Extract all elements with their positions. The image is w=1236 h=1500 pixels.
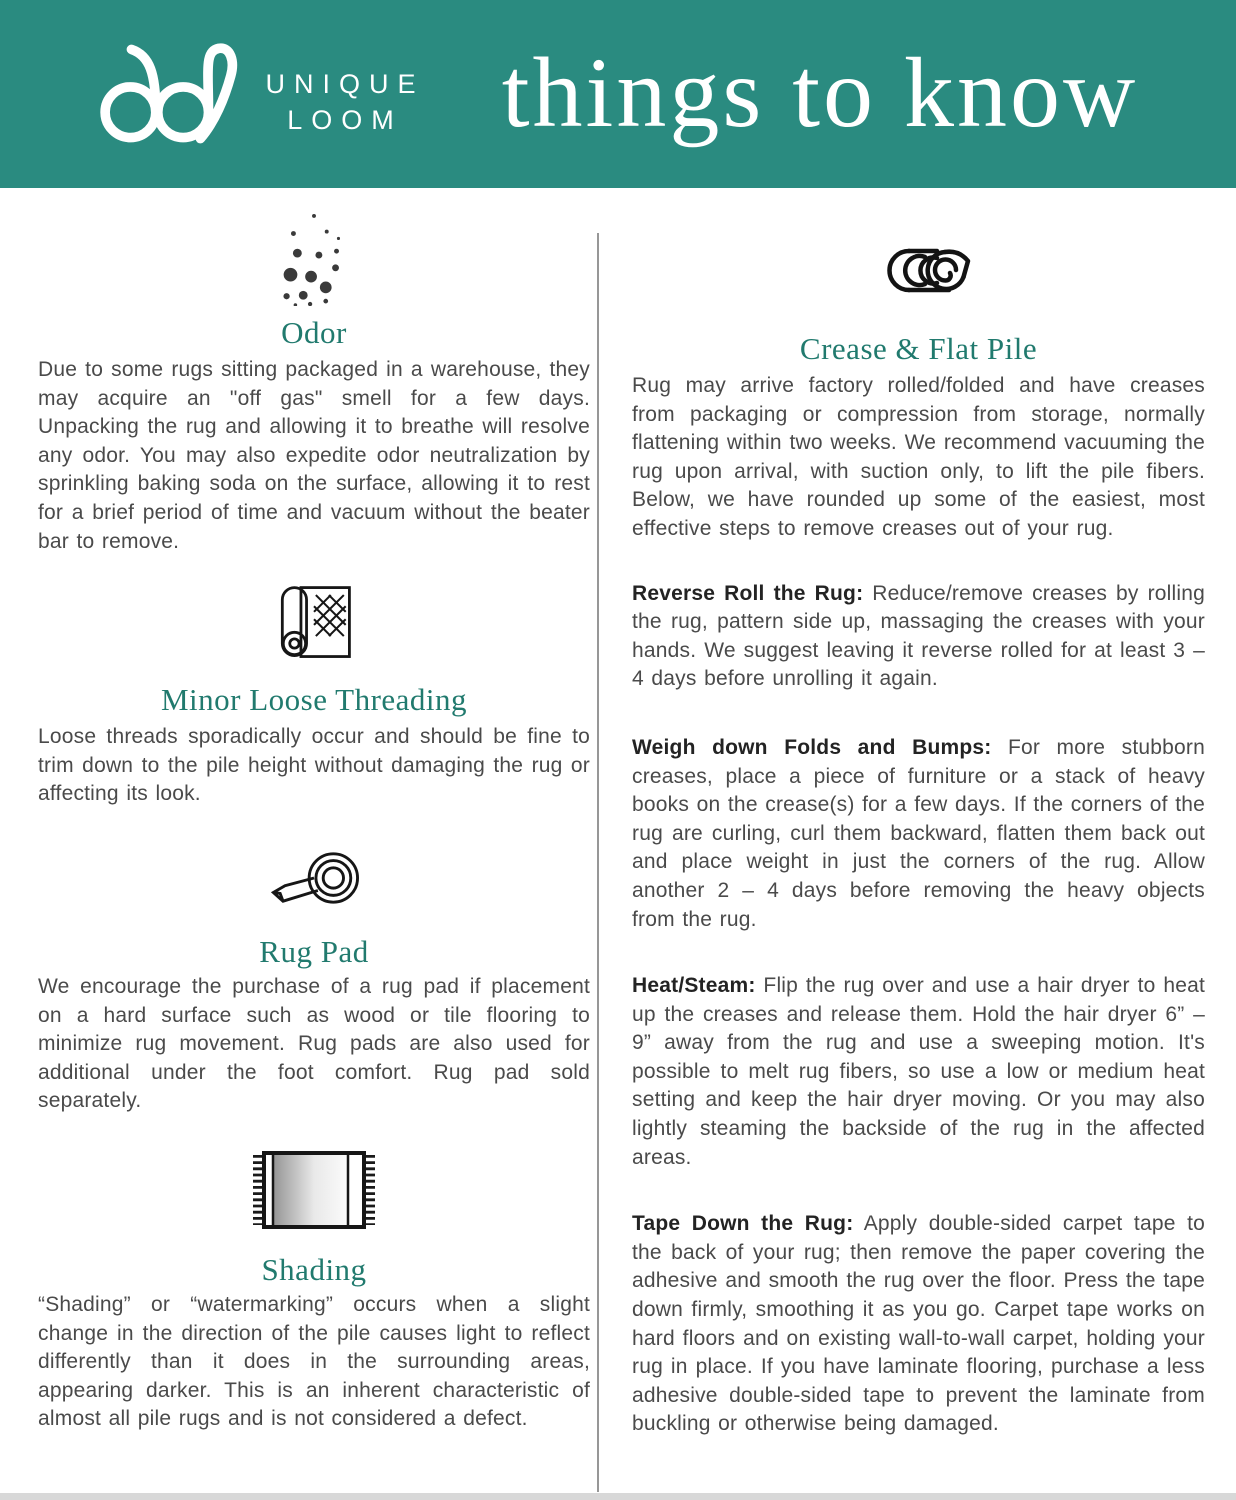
section-heading-rug-pad: Rug Pad <box>259 933 369 969</box>
tip-heat-steam <box>632 972 1205 1172</box>
section-heading-crease: Crease & Flat Pile <box>799 331 1038 366</box>
tip-tape-down-label: Tape Down the Rug: <box>632 1212 854 1236</box>
tip-reverse-roll <box>632 580 1205 694</box>
tip-tape-down <box>632 1210 1205 1439</box>
section-body-shading: “Shading” or “watermarking” occurs when a slight change in the direction of the pile causes light to reflect differently than it does in the surrounding areas, appearing darker. This is an inherent characteristic of almost all pile rugs and is not considered a defect. <box>38 1292 590 1431</box>
brand-name <box>250 66 440 138</box>
unique-loom-logo <box>96 38 248 152</box>
tip-reverse-roll-text: Reduce/remove creases by rolling the rug, pattern side up, massaging the creases with your hands. We suggest leaving it reverse rolled for at least 3 – 4 days before unrolling it again. <box>632 581 1206 691</box>
tip-weigh-down-label: Weigh down Folds and Bumps: <box>632 735 992 759</box>
section-body-rug-pad: We encourage the purchase of a rug pad if placement on a hard surface such as wood or tile flooring to minimize rug movement. Rug pads are also used for additional under the foot comfort. Rug pad sold separately. <box>38 974 590 1113</box>
rug-pad-roll-icon <box>38 847 590 907</box>
column-divider <box>597 233 599 1492</box>
brand-line2: LOOM <box>287 105 403 135</box>
section-body-threading: Loose threads sporadically occur and should be fine to trim down to the pile height without damaging the rug or affecting its look. <box>38 725 590 806</box>
tip-reverse-roll-label: Reverse Roll the Rug: <box>632 581 864 605</box>
rolled-rug-crease-icon <box>632 248 1205 294</box>
section-heading-odor: Odor <box>281 315 347 350</box>
page-title: things to know <box>501 37 1139 148</box>
tip-weigh-down <box>632 734 1205 934</box>
tip-heat-steam-text: Flip the rug over and use a hair dryer to heat up the creases and release them. Hold the hair dryer 6” – 9” away from the rug and use a sweeping motion. It's possible to melt rug fibers, so use a low or medium heat setting and keep the hair dryer moving. Or you may also lightly steaming the backside of the rug in the affected areas. <box>632 974 1205 1169</box>
odor-dots-icon <box>38 212 590 306</box>
left-column <box>38 188 590 1434</box>
tip-heat-steam-label: Heat/Steam: <box>632 974 756 998</box>
tip-weigh-down-text: For more stubborn creases, place a piece of furniture or a stack of heavy books on the crease(s) for a few days. If the corners of the rug are curling, curl them backward, flatten them back out and place weight in just the corners of the rug. Allow another 2 – 4 days before removing the heavy objects from the rug. <box>632 735 1205 931</box>
brand-line1: UNIQUE <box>265 69 425 99</box>
bottom-edge-bar <box>0 1493 1236 1500</box>
tip-tape-down-text: Apply double-sided carpet tape to the back of your rug; then remove the paper covering the adhesive and smooth the rug over the floor. Press the tape down firmly, smoothing it as you go. Carpet tape works on hard floors and on existing wall-to-wall carpet, holding your rug in place. If you have laminate flooring, purchase a less adhesive double-sided tape to prevent the laminate from buckling or otherwise being damaged. <box>632 1212 1205 1436</box>
section-heading-threading: Minor Loose Threading <box>160 682 468 718</box>
shaded-rug-icon <box>38 1148 590 1232</box>
right-column <box>632 188 1205 1439</box>
rolled-rug-threading-icon <box>38 578 590 668</box>
header-band <box>0 0 1236 188</box>
section-body-odor: Due to some rugs sitting packaged in a warehouse, they may acquire an "off gas" smell for a few days. Unpacking the rug and allowing it to breathe will resolve any odor. You may also expedite odor neutralization by sprinkling baking soda on the surface, allowing it to rest for a brief period of time and vacuum without the beater bar to remove. <box>38 358 590 553</box>
section-intro-crease: Rug may arrive factory rolled/folded and have creases from packaging or compression from storage, normally flattening within two weeks. We recommend vacuuming the rug upon arrival, with suction only, to lift the pile fibers. Below, we have rounded up some of the easiest, most effective steps to remove creases out of your rug. <box>632 374 1205 540</box>
section-heading-shading: Shading <box>261 1251 367 1287</box>
